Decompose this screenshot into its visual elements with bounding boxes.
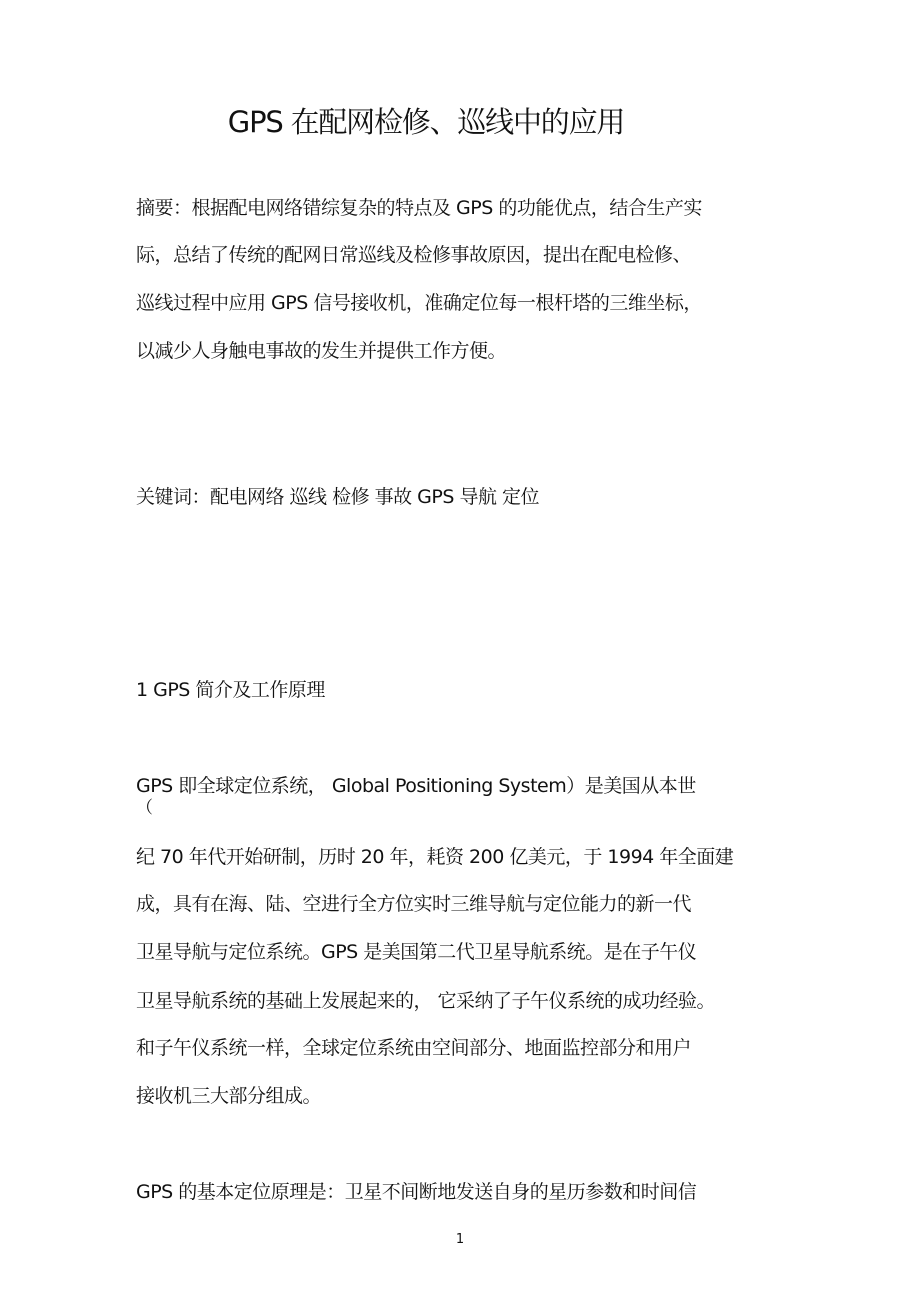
- paragraph1-line-1: GPS 即全球定位系统， Global Positioning System）是美国从本世: [136, 775, 696, 797]
- abstract-line-3: 巡线过程中应用 GPS 信号接收机，准确定位每一根杆塔的三维坐标，: [136, 292, 702, 314]
- paragraph1-line-1-bracket: （: [136, 798, 153, 818]
- abstract-line-1: 摘要：根据配电网络错综复杂的特点及 GPS 的功能优点，结合生产实: [136, 197, 702, 219]
- paragraph1-line-3: 成，具有在海、陆、空进行全方位实时三维导航与定位能力的新一代: [136, 893, 692, 915]
- abstract-line-4: 以减少人身触电事故的发生并提供工作方便。: [136, 340, 507, 362]
- paragraph1-line-6: 和子午仪系统一样，全球定位系统由空间部分、地面监控部分和用户: [136, 1037, 692, 1059]
- paragraph1-line-5: 卫星导航系统的基础上发展起来的， 它采纳了子午仪系统的成功经验。: [136, 990, 716, 1012]
- document-title: GPS 在配网检修、巡线中的应用: [227, 105, 625, 139]
- paragraph1-line-2: 纪 70 年代开始研制，历时 20 年，耗资 200 亿美元，于 1994 年全面建: [136, 846, 734, 868]
- page-number: 1: [455, 1232, 465, 1247]
- keywords-line: 关键词：配电网络 巡线 检修 事故 GPS 导航 定位: [136, 486, 539, 508]
- abstract-line-2: 际，总结了传统的配网日常巡线及检修事故原因，提出在配电检修、: [136, 244, 692, 266]
- paragraph2-line-1: GPS 的基本定位原理是：卫星不间断地发送自身的星历参数和时间信: [136, 1181, 697, 1203]
- paragraph1-line-7: 接收机三大部分组成。: [136, 1085, 322, 1107]
- paragraph1-line-4: 卫星导航与定位系统。GPS 是美国第二代卫星导航系统。是在子午仪: [136, 941, 697, 963]
- section-heading: 1 GPS 简介及工作原理: [136, 679, 325, 701]
